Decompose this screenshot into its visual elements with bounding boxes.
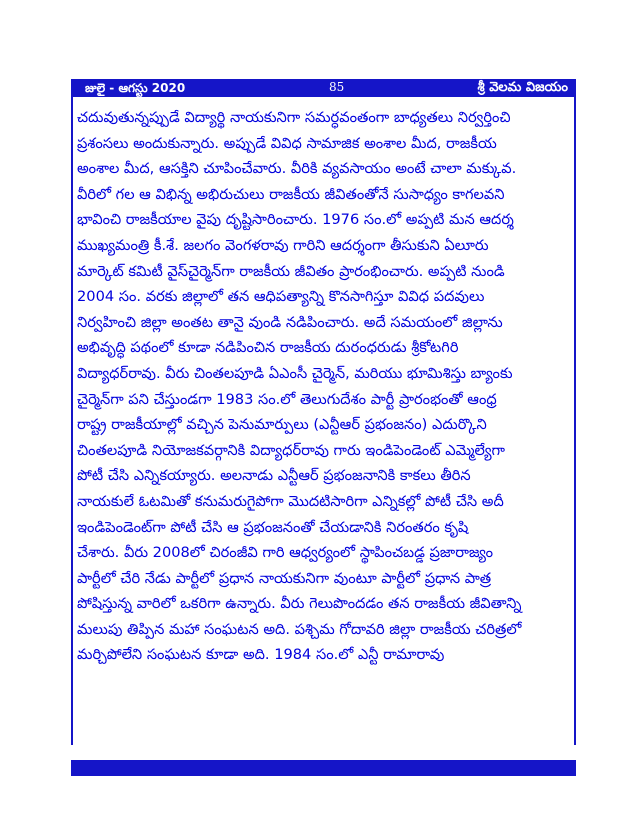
- issue-date: జులై - ఆగస్టు 2020: [85, 81, 186, 95]
- article-line: మర్చిపోలేని సంఘటన కూడా అది. 1984 సం.లో ఎన్టీ రామారావు: [77, 646, 445, 664]
- article-line: నాయకులే ఓటమితో కనుమరుగైపోగా మొదటిసారిగా ఎన్నికల్లో పోటీ చేసి అదీ: [77, 492, 504, 510]
- article-line: రాష్ట్ర రాజకీయాల్లో వచ్చిన పెనుమార్పులు (ఎన్టీఆర్ ప్రభంజనం) ఎదుర్కొని: [77, 416, 487, 434]
- article-line: ముఖ్యమంత్రి కీ.శే. జలగం వెంగళరావు గారిని ఆదర్శంగా తీసుకుని ఏలూరు: [77, 236, 489, 254]
- article-line: పోషిస్తున్న వారిలో ఒకరిగా ఉన్నారు. వీరు గెలుపొందడం తన రాజకీయ జీవితాన్ని: [77, 595, 522, 613]
- article-frame: [71, 97, 576, 745]
- article-line: మలుపు తిప్పిన మహా సంఘటన అది. పశ్చిమ గోదావరి జిల్లా రాజకీయ చరిత్రలో: [77, 620, 522, 638]
- article-line: వీరిలో గల ఆ విభిన్న అభిరుచులు రాజకీయ జీవితంతోనే సుసాధ్యం కాగలవని: [77, 185, 505, 203]
- header-bar: [71, 79, 576, 97]
- article-line: భావించి రాజకీయాల వైపు దృష్టిసారించారు. 1976 సం.లో అప్పటి మన ఆదర్శ: [77, 211, 514, 229]
- article-line: చదువుతున్నప్పుడే విద్యార్థి నాయకునిగా సమర్ధవంతంగా బాధ్యతలు నిర్వర్తించి: [77, 109, 511, 126]
- article-line: అభివృద్ధి పథంలో కూడా నడిపించిన రాజకీయ దురంధరుడు శ్రీకోటగిరి: [77, 339, 459, 357]
- article-line: నిర్వహించి జిల్లా అంతట తానై వుండి నడిపించారు. అదే సమయంలో జిల్లాను: [77, 313, 503, 331]
- article-line: పోటీ చేసి ఎన్నికయ్యారు. అలనాడు ఎన్టీఆర్ ప్రభంజనానికి కాకలు తీరిన: [77, 467, 471, 485]
- article-line: విద్యాధర్‌రావు. వీరు చింతలపూడి ఏఎంసీ చైర్మెన్, మరియు భూమిశిస్తు బ్యాంకు: [77, 364, 513, 382]
- article-body: [77, 105, 571, 668]
- article-line: చింతలపూడి నియోజకవర్గానికి విద్యాధర్‌రావు గారు ఇండిపెండెంట్ ఎమ్మెల్యేగా: [77, 441, 505, 459]
- page-number: 85: [329, 80, 345, 94]
- article-line: పార్టీలో చేరి నేడు పార్టీలో ప్రధాన నాయకునిగా వుంటూ పార్టీలో ప్రధాన పాత్ర: [77, 569, 492, 587]
- magazine-title: శ్రీ వెలమ విజయం: [477, 80, 568, 95]
- footer-bar: [71, 760, 576, 776]
- article-line: ప్రశంసలు అందుకున్నారు. అప్పుడే వివిధ సామాజిక అంశాల మీద, రాజకీయ: [77, 134, 497, 152]
- article-line: చేశారు. వీరు 2008లో చిరంజీవి గారి ఆధ్వర్యంలో స్థాపించబడ్డ ప్రజారాజ్యం: [77, 544, 494, 562]
- article-line: మార్కెట్ కమిటీ వైస్‌చైర్మెన్‌గా రాజకీయ జీవితం ప్రారంభించారు. అప్పటి నుండి: [77, 262, 505, 280]
- article-line: 2004 సం. వరకు జిల్లాలో తన ఆధిపత్యాన్ని కొనసాగిస్తూ వివిధ పదవులు: [77, 288, 485, 306]
- article-line: అంశాల మీద, ఆసక్తిని చూపించేవారు. వీరికి వ్యవసాయం అంటే చాలా మక్కువ.: [77, 160, 517, 178]
- article-line: చైర్మెన్‌గా పని చేస్తుండగా 1983 సం.లో తెలుగుదేశం పార్టీ ప్రారంభంతో ఆంధ్ర: [77, 390, 497, 408]
- article-line: ఇండిపెండెంట్‌గా పోటీ చేసి ఆ ప్రభంజనంతో చేయడానికి నిరంతరం కృషి: [77, 518, 469, 536]
